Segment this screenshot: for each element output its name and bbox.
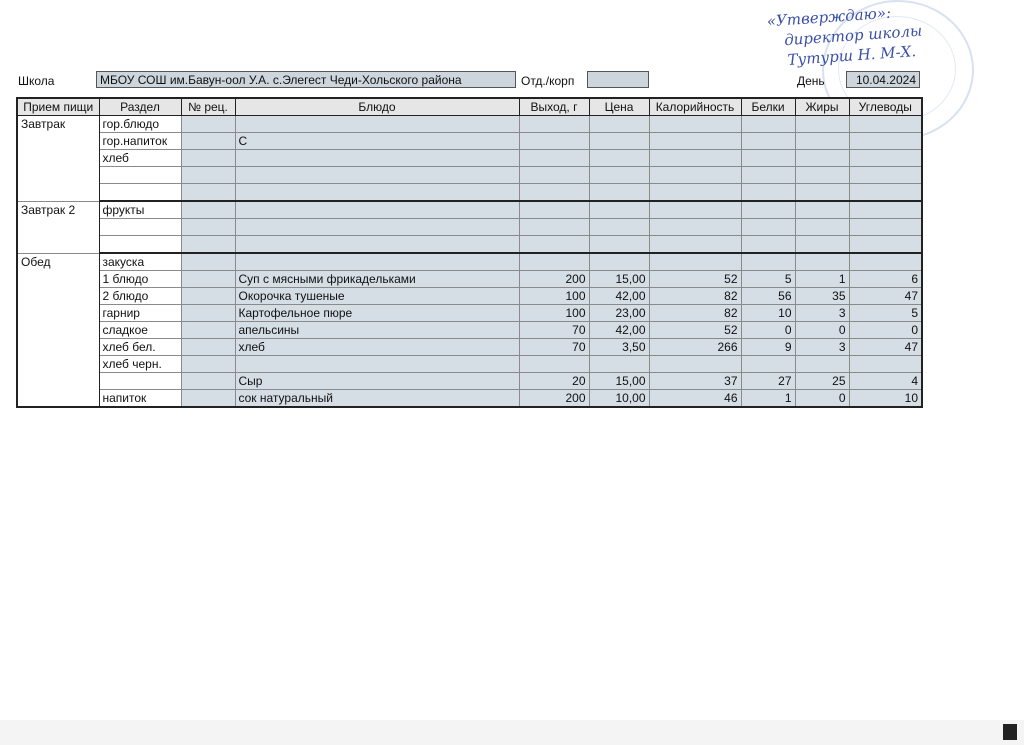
cell-price: 23,00 bbox=[589, 305, 649, 322]
cell-recipe bbox=[181, 373, 235, 390]
cell-recipe bbox=[181, 201, 235, 219]
cell-calories: 52 bbox=[649, 322, 741, 339]
cell-carbs bbox=[849, 133, 922, 150]
col-header-recipe: № рец. bbox=[181, 98, 235, 116]
cell-protein: 0 bbox=[741, 322, 795, 339]
cell-fat bbox=[795, 253, 849, 271]
cell-calories: 82 bbox=[649, 305, 741, 322]
cell-section: хлеб бел. bbox=[99, 339, 181, 356]
cell-recipe bbox=[181, 167, 235, 184]
dept-label: Отд./корп bbox=[521, 74, 575, 88]
cell-carbs: 47 bbox=[849, 339, 922, 356]
table-header-row bbox=[17, 98, 922, 116]
cell-fat bbox=[795, 116, 849, 133]
cell-price: 3,50 bbox=[589, 339, 649, 356]
cell-protein: 56 bbox=[741, 288, 795, 305]
cell-calories: 82 bbox=[649, 288, 741, 305]
cell-calories bbox=[649, 219, 741, 236]
cell-price bbox=[589, 150, 649, 167]
cell-section: фрукты bbox=[99, 201, 181, 219]
cell-calories: 37 bbox=[649, 373, 741, 390]
cell-price: 15,00 bbox=[589, 373, 649, 390]
table-row bbox=[17, 356, 922, 373]
cell-price bbox=[589, 201, 649, 219]
menu-table bbox=[16, 97, 923, 408]
cell-yield bbox=[519, 184, 589, 202]
cell-yield: 70 bbox=[519, 322, 589, 339]
cell-dish bbox=[235, 150, 519, 167]
cell-price bbox=[589, 253, 649, 271]
col-header-fat: Жиры bbox=[795, 98, 849, 116]
cell-carbs: 6 bbox=[849, 271, 922, 288]
table-row bbox=[17, 116, 922, 133]
dept-field bbox=[587, 71, 649, 88]
cell-section bbox=[99, 236, 181, 254]
cell-protein bbox=[741, 150, 795, 167]
meal-name-cell: Завтрак bbox=[17, 116, 99, 202]
cell-yield bbox=[519, 253, 589, 271]
table-row bbox=[17, 390, 922, 408]
cell-price bbox=[589, 116, 649, 133]
cell-calories bbox=[649, 116, 741, 133]
cell-yield bbox=[519, 201, 589, 219]
cell-section bbox=[99, 167, 181, 184]
cell-protein: 5 bbox=[741, 271, 795, 288]
cell-recipe bbox=[181, 271, 235, 288]
cell-section bbox=[99, 219, 181, 236]
cell-recipe bbox=[181, 236, 235, 254]
meal-name-cell: Завтрак 2 bbox=[17, 201, 99, 253]
cell-protein bbox=[741, 236, 795, 254]
table-row bbox=[17, 288, 922, 305]
cell-price: 42,00 bbox=[589, 322, 649, 339]
cell-section: сладкое bbox=[99, 322, 181, 339]
cell-dish: Суп с мясными фрикадельками bbox=[235, 271, 519, 288]
cell-section: 1 блюдо bbox=[99, 271, 181, 288]
cell-recipe bbox=[181, 133, 235, 150]
cell-carbs bbox=[849, 201, 922, 219]
cell-dish bbox=[235, 236, 519, 254]
cell-dish bbox=[235, 253, 519, 271]
cell-protein bbox=[741, 133, 795, 150]
col-header-yield: Выход, г bbox=[519, 98, 589, 116]
table-row bbox=[17, 133, 922, 150]
cell-protein bbox=[741, 116, 795, 133]
cell-carbs bbox=[849, 116, 922, 133]
cell-carbs: 5 bbox=[849, 305, 922, 322]
cell-carbs bbox=[849, 236, 922, 254]
table-row bbox=[17, 150, 922, 167]
date-field: 10.04.2024 bbox=[846, 71, 920, 88]
cell-dish: Картофельное пюре bbox=[235, 305, 519, 322]
cell-calories bbox=[649, 133, 741, 150]
cell-fat bbox=[795, 150, 849, 167]
cell-fat: 0 bbox=[795, 322, 849, 339]
cell-carbs: 10 bbox=[849, 390, 922, 408]
cell-section: напиток bbox=[99, 390, 181, 408]
cell-price: 10,00 bbox=[589, 390, 649, 408]
cell-fat bbox=[795, 219, 849, 236]
school-label: Школа bbox=[18, 74, 55, 88]
cell-fat bbox=[795, 356, 849, 373]
cell-recipe bbox=[181, 288, 235, 305]
cell-yield bbox=[519, 219, 589, 236]
cell-calories: 46 bbox=[649, 390, 741, 408]
cell-protein bbox=[741, 219, 795, 236]
approval-line-2: директор школы bbox=[783, 21, 923, 50]
cell-dish: Сыр bbox=[235, 373, 519, 390]
cell-dish bbox=[235, 356, 519, 373]
cell-price: 15,00 bbox=[589, 271, 649, 288]
cell-fat: 25 bbox=[795, 373, 849, 390]
cell-dish: сок натуральный bbox=[235, 390, 519, 408]
cell-recipe bbox=[181, 219, 235, 236]
cell-recipe bbox=[181, 390, 235, 408]
cell-yield bbox=[519, 116, 589, 133]
cell-recipe bbox=[181, 305, 235, 322]
cell-protein: 27 bbox=[741, 373, 795, 390]
cell-dish: Окорочка тушеные bbox=[235, 288, 519, 305]
cell-section: гарнир bbox=[99, 305, 181, 322]
cell-carbs bbox=[849, 167, 922, 184]
cell-carbs bbox=[849, 184, 922, 202]
cell-protein bbox=[741, 253, 795, 271]
cell-yield bbox=[519, 167, 589, 184]
cell-dish bbox=[235, 116, 519, 133]
table-row bbox=[17, 339, 922, 356]
cell-calories: 52 bbox=[649, 271, 741, 288]
col-header-calories: Калорийность bbox=[649, 98, 741, 116]
table-row bbox=[17, 236, 922, 254]
cell-fat: 3 bbox=[795, 305, 849, 322]
cell-yield bbox=[519, 236, 589, 254]
cell-yield bbox=[519, 133, 589, 150]
cell-dish: С bbox=[235, 133, 519, 150]
col-header-protein: Белки bbox=[741, 98, 795, 116]
cell-calories bbox=[649, 356, 741, 373]
cell-recipe bbox=[181, 253, 235, 271]
cell-fat bbox=[795, 167, 849, 184]
cell-price bbox=[589, 236, 649, 254]
cell-yield: 100 bbox=[519, 305, 589, 322]
cell-dish bbox=[235, 167, 519, 184]
cell-protein: 10 bbox=[741, 305, 795, 322]
cell-protein: 9 bbox=[741, 339, 795, 356]
cell-calories bbox=[649, 236, 741, 254]
cell-carbs: 0 bbox=[849, 322, 922, 339]
cell-yield: 100 bbox=[519, 288, 589, 305]
cell-fat: 1 bbox=[795, 271, 849, 288]
cell-carbs bbox=[849, 253, 922, 271]
table-row bbox=[17, 253, 922, 271]
col-header-meal: Прием пищи bbox=[17, 98, 99, 116]
cell-price bbox=[589, 356, 649, 373]
cell-recipe bbox=[181, 116, 235, 133]
cell-fat bbox=[795, 184, 849, 202]
col-header-carbs: Углеводы bbox=[849, 98, 922, 116]
cell-fat bbox=[795, 133, 849, 150]
cell-dish bbox=[235, 219, 519, 236]
cell-section: хлеб черн. bbox=[99, 356, 181, 373]
cell-protein bbox=[741, 167, 795, 184]
cell-dish bbox=[235, 201, 519, 219]
cell-price bbox=[589, 133, 649, 150]
cell-carbs bbox=[849, 150, 922, 167]
cell-fat bbox=[795, 236, 849, 254]
cell-dish: апельсины bbox=[235, 322, 519, 339]
cell-protein: 1 bbox=[741, 390, 795, 408]
cell-price bbox=[589, 167, 649, 184]
cell-dish: хлеб bbox=[235, 339, 519, 356]
table-row bbox=[17, 305, 922, 322]
cell-protein bbox=[741, 184, 795, 202]
table-row bbox=[17, 167, 922, 184]
table-row bbox=[17, 219, 922, 236]
cell-calories bbox=[649, 201, 741, 219]
cell-calories bbox=[649, 253, 741, 271]
cell-calories: 266 bbox=[649, 339, 741, 356]
cell-price: 42,00 bbox=[589, 288, 649, 305]
cell-calories bbox=[649, 150, 741, 167]
table-row bbox=[17, 271, 922, 288]
cell-section: хлеб bbox=[99, 150, 181, 167]
cell-dish bbox=[235, 184, 519, 202]
cell-carbs bbox=[849, 219, 922, 236]
cell-price bbox=[589, 184, 649, 202]
approval-line-1: «Утверждаю»: bbox=[766, 3, 892, 31]
cell-section: закуска bbox=[99, 253, 181, 271]
meal-name-cell: Обед bbox=[17, 253, 99, 407]
cell-protein bbox=[741, 201, 795, 219]
menu-table-body bbox=[17, 116, 922, 408]
table-row bbox=[17, 322, 922, 339]
col-header-dish: Блюдо bbox=[235, 98, 519, 116]
cell-yield: 200 bbox=[519, 390, 589, 408]
cell-carbs: 47 bbox=[849, 288, 922, 305]
cell-section bbox=[99, 184, 181, 202]
cell-section bbox=[99, 373, 181, 390]
cell-yield bbox=[519, 356, 589, 373]
cell-carbs: 4 bbox=[849, 373, 922, 390]
table-row bbox=[17, 184, 922, 202]
cell-fat: 3 bbox=[795, 339, 849, 356]
cell-recipe bbox=[181, 322, 235, 339]
cell-section: 2 блюдо bbox=[99, 288, 181, 305]
cell-section: гор.блюдо bbox=[99, 116, 181, 133]
table-row bbox=[17, 201, 922, 219]
cell-recipe bbox=[181, 339, 235, 356]
day-label: День bbox=[797, 74, 825, 88]
cell-carbs bbox=[849, 356, 922, 373]
cell-price bbox=[589, 219, 649, 236]
col-header-section: Раздел bbox=[99, 98, 181, 116]
cell-protein bbox=[741, 356, 795, 373]
cell-yield: 200 bbox=[519, 271, 589, 288]
cell-recipe bbox=[181, 150, 235, 167]
cell-fat: 0 bbox=[795, 390, 849, 408]
scan-bottom-edge bbox=[0, 720, 1024, 745]
cell-fat bbox=[795, 201, 849, 219]
cell-recipe bbox=[181, 356, 235, 373]
cell-yield: 70 bbox=[519, 339, 589, 356]
school-name-field: МБОУ СОШ им.Бавун-оол У.А. с.Элегест Чеди-Хольского района bbox=[96, 71, 516, 88]
cell-calories bbox=[649, 167, 741, 184]
approval-line-3: Тутурш Н. М-Х. bbox=[786, 42, 917, 69]
col-header-price: Цена bbox=[589, 98, 649, 116]
cell-fat: 35 bbox=[795, 288, 849, 305]
scan-corner-mark bbox=[1003, 724, 1017, 740]
cell-yield bbox=[519, 150, 589, 167]
cell-yield: 20 bbox=[519, 373, 589, 390]
cell-recipe bbox=[181, 184, 235, 202]
cell-calories bbox=[649, 184, 741, 202]
cell-section: гор.напиток bbox=[99, 133, 181, 150]
table-row bbox=[17, 373, 922, 390]
